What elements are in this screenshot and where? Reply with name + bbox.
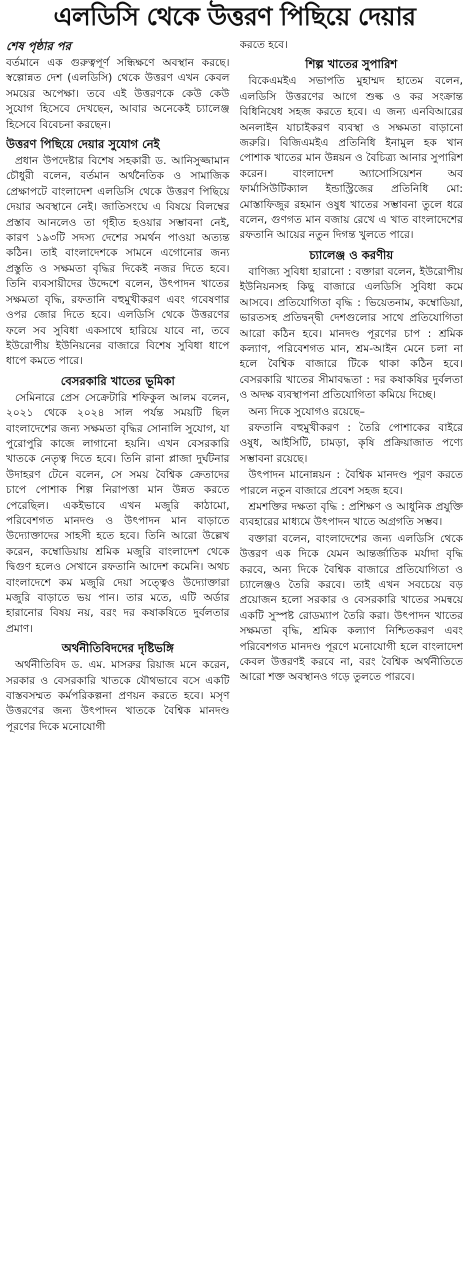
paragraph: করতে হবে। [239, 39, 288, 51]
paragraph: বক্তারা বলেন, বাংলাদেশের জন্য এলডিসি থেকে উত্তরণ এক দিকে যেমন আন্তর্জাতিক মর্যাদা বৃদ্ধি করবে, অন্য দিকে বৈশ্বিক বাজারে প্রতিযোগিতা ও চ্যালেঞ্জও তৈরি করবে। তাই এখন সবচেয়ে বড় প্রয়োজন হলো সরকার ও বেসরকারি খাতের সমন্বয়ে একটি সুস্পষ্ট রোডম্যাপ তৈরি করা। উৎপাদন খাতের সক্ষমতা বৃদ্ধি, শ্রমিক কল্যাণ নিশ্চিতকরণ এবং পরিবেশগত মানদণ্ড পূরণে মনোযোগী হলে বাংলাদেশ কেবল উত্তরণই করবে না, বরং বৈশ্বিক অর্থনীতিতে আরো শক্ত অবস্থানও গড়ে তুলতে পারবে। [239, 532, 463, 684]
paragraph: বিকেএমইএ সভাপতি মুহাম্মদ হাতেম বলেন, এলডিসি উত্তরণের আগে শুল্ক ও কর সংক্রান্ত বিধিনিষেধ সহজ করতে হবে। এ জন্য এনবিআরের অনলাইন যাচাইকরণ ব্যবস্থা ও সক্ষমতা বাড়ানো জরুরি। বিজিএমইএ প্রতিনিধি ইনামুল হক খান পোশাক খাতের মান উন্নয়ন ও বৈচিত্র্য আনার সুপারিশ করেন। বাংলাদেশ অ্যাসোসিয়েশন অব ফার্মাসিউটিক্যাল ইন্ডাস্ট্রিজের প্রতিনিধি মো: মোস্তাফিজুর রহমান ওষুধ খাতের সম্ভাবনা তুলে ধরে বলেন, গুণগত মান বজায় রেখে এ খাত বাংলাদেশের রফতানি আয়ের নতুন দিগন্ত খুলতে পারে। [239, 75, 463, 242]
paragraph: প্রধান উপদেষ্টার বিশেষ সহকারী ড. আনিসুজ্জামান চৌধুরী বলেন, বর্তমান অর্থনৈতিক ও সামাজিক প্রেক্ষাপটে বাংলাদেশ এলডিসি থেকে উত্তরণ পিছিয়ে দেয়ার অবস্থানে নেই। জাতিসংঘে এ বিষয়ে বিলম্বের প্রস্তাব আনলেও তা গৃহীত হওয়ার সম্ভাবনা নেই, কারণ ১৯৩টি সদস্য দেশের সমর্থন পাওয়া অত্যন্ত কঠিন। তাই বাংলাদেশকে সামনে এগোনোর জন্য প্রস্তুতি ও সক্ষমতা বৃদ্ধির দিকেই নজর দিতে হবে। তিনি ব্যবসায়ীদের উদ্দেশে বলেন, উৎপাদন খাতের সক্ষমতা বৃদ্ধি, রফতানি বহুমুখীকরণ এবং গবেষণার ওপর জোর দিতে হবে। এলডিসি থেকে উত্তরণের ফলে সব সুবিধা একসাথে হারিয়ে যাবে না, তবে ইউরোপীয় ইউনিয়নের বাজারে বিশেষ সুবিধা ধাপে ধাপে কমতে পারে। [6, 155, 230, 368]
paragraph: সেমিনারে প্রেস সেক্রেটারি শফিকুল আলম বলেন, ২০২১ থেকে ২০২৪ সাল পর্যন্ত সময়টি ছিল বাংলাদেশের জন্য সক্ষমতা বৃদ্ধির সোনালি সুযোগ, যা পুরোপুরি কাজে লাগানো হয়নি। এখন বেসরকারি খাতকে নেতৃত্ব দিতে হবে। তিনি রানা প্লাজা দুর্ঘটনার উদাহরণ টেনে বলেন, সে সময় বৈশ্বিক ক্রেতাদের চাপে পোশাক শিল্প নিরাপত্তা মান উন্নত করতে পেরেছিল। একইভাবে এখন মজুরি কাঠামো, পরিবেশগত মানদণ্ড ও উৎপাদন মান বাড়াতে উদ্যোক্তাদের সাহসী হতে হবে। তিনি আরো উল্লেখ করেন, কম্বোডিয়ায় শ্রমিক মজুরি বাংলাদেশ থেকে দ্বিগুণ হলেও সেখানে রফতানি আদেশ কমেনি। অথচ বাংলাদেশে কম মজুরি দেয়া সত্ত্বেও উদ্যোক্তারা মজুরি বাড়াতে ভয় পান। তার মতে, এটি অর্ডার হারানোর বিষয় নয়, বরং দর কষাকষিতে দুর্বলতার প্রমাণ। [6, 391, 230, 635]
article-headline: এলডিসি থেকে উত্তরণ পিছিয়ে দেয়ার [53, 2, 416, 31]
section-heading: অর্থনীতিবিদদের দৃষ্টিভঙ্গি [61, 641, 174, 656]
paragraph: উৎপাদন মানোন্নয়ন : বৈশ্বিক মানদণ্ড পূরণ করতে পারলে নতুন বাজারে প্রবেশ সহজ হবে। [239, 469, 463, 497]
paragraph: অন্য দিকে সুযোগও রয়েছে– [248, 405, 365, 418]
paragraph: বাণিজ্য সুবিধা হারানো : বক্তারা বলেন, ইউরোপীয় ইউনিয়নসহ কিছু বাজারে এলডিসি সুবিধা কমে আসবে। প্রতিযোগিতা বৃদ্ধি : ভিয়েতনাম, কম্বোডিয়া, ভারতসহ প্রতিদ্বন্দ্বী দেশগুলোর সাথে প্রতিযোগিতা আরো কঠিন হবে। মানদণ্ড পূরণের চাপ : শ্রমিক কল্যাণ, পরিবেশগত মান, শ্রম-আইন মেনে চলা না হলে বৈশ্বিক বাজারে টিকে থাকা কঠিন হবে। বেসরকারি খাতের সীমাবদ্ধতা : দর কষাকষির দুর্বলতা ও অদক্ষ ব্যবস্থাপনা প্রতিযোগিতা কমিয়ে দিচ্ছে। [239, 265, 463, 402]
paragraph: বর্তমানে এক গুরুত্বপূর্ণ সন্ধিক্ষণে অবস্থান করছে। স্বল্পোন্নত দেশ (এলডিসি) থেকে উত্তরণ এখন কেবল সময়ের অপেক্ষা। তবে এই উত্তরণকে কেউ কেউ সুযোগ হিসেবে দেখছেন, আবার অনেকেই চ্যালেঞ্জ হিসেবে বিবেচনা করছেন। [6, 57, 230, 131]
paragraph: রফতানি বহুমুখীকরণ : তৈরি পোশাকের বাইরে ওষুধ, আইসিটি, চামড়া, কৃষি প্রক্রিয়াজাত পণ্যে সম্ভাবনা রয়েছে। [239, 421, 463, 465]
article-columns [6, 38, 463, 1275]
section-heading: বেসরকারি খাতের ভূমিকা [60, 373, 175, 388]
section-heading: উত্তরণ পিছিয়ে দেয়ার সুযোগ নেই [6, 137, 160, 152]
section-heading: শিল্প খাতের সুপারিশ [305, 57, 398, 72]
paragraph: শ্রমশক্তির দক্ষতা বৃদ্ধি : প্রশিক্ষণ ও আধুনিক প্রযুক্তি ব্যবহারের মাধ্যমে উৎপাদন খাতে অগ্রগতি সম্ভব। [239, 500, 463, 529]
right-column [240, 38, 464, 1275]
left-column [6, 38, 230, 1275]
paragraph: অর্থনীতিবিদ ড. এম. মাসরুর রিয়াজ মনে করেন, সরকার ও বেসরকারি খাতকে যৌথভাবে বসে একটি বাস্তবসম্মত কর্মপরিকল্পনা প্রণয়ন করতে হবে। মসৃণ উত্তরণের জন্য উৎপাদন খাতকে বৈশ্বিক মানদণ্ড পূরণের দিকে মনোযোগী [6, 659, 230, 733]
section-heading: চ্যালেঞ্জ ও করণীয় [309, 247, 394, 262]
continued-label: শেষ পৃষ্ঠার পর [6, 39, 71, 53]
